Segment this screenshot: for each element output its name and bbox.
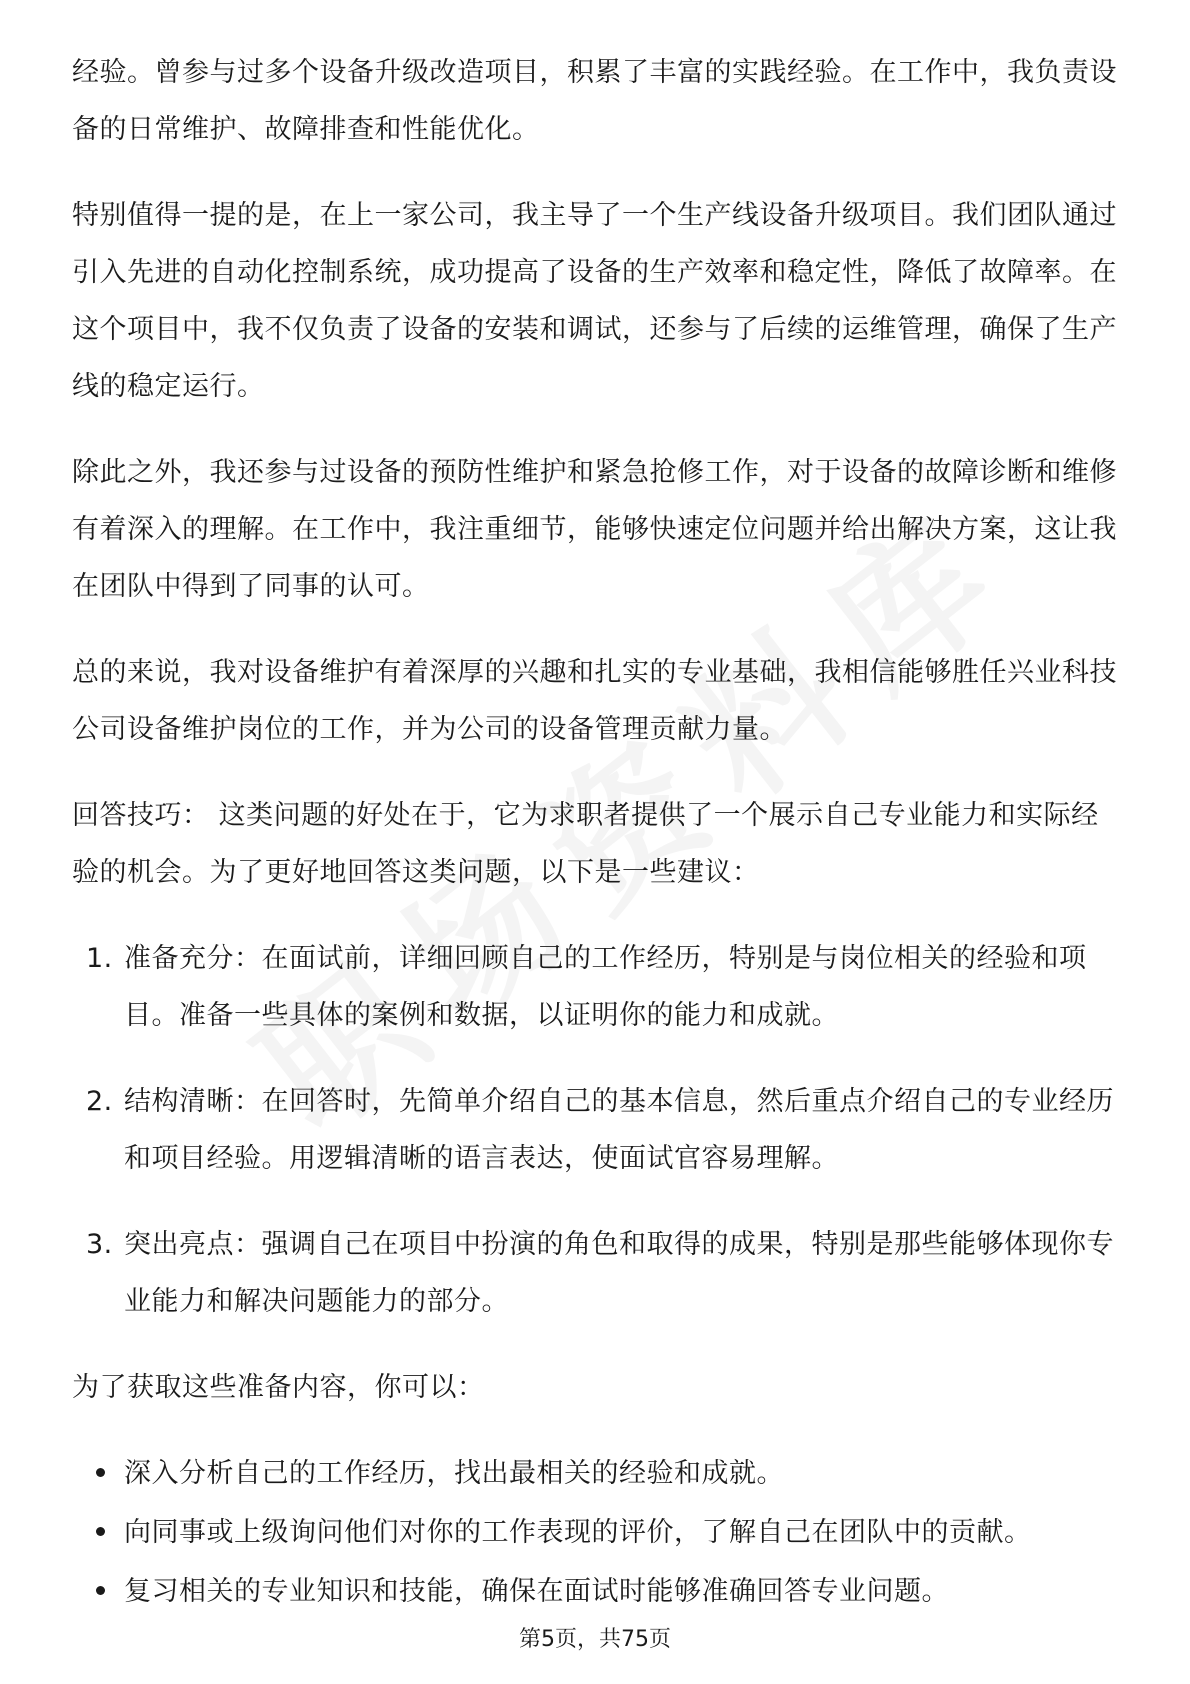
numbered-item xyxy=(72,930,1120,1044)
paragraph-summary: 总的来说，我对设备维护有着深厚的兴趣和扎实的专业基础，我相信能够胜任兴业科技公司设备维护岗位的工作，并为公司的设备管理贡献力量。 xyxy=(72,657,1117,745)
bullet-text: 深入分析自己的工作经历，找出最相关的经验和成就。 xyxy=(124,1458,784,1489)
tips-numbered-list xyxy=(72,930,1120,1330)
bullet-text: 复习相关的专业知识和技能，确保在面试时能够准确回答专业问题。 xyxy=(124,1576,949,1607)
item-number: 3. xyxy=(86,1229,113,1260)
paragraph-experience: 经验。曾参与过多个设备升级改造项目，积累了丰富的实践经验。在工作中，我负责设备的日常维护、故障排查和性能优化。 xyxy=(72,57,1117,145)
numbered-item xyxy=(72,1216,1120,1330)
item-text: 准备充分：在面试前，详细回顾自己的工作经历，特别是与岗位相关的经验和项目。准备一些具体的案例和数据，以证明你的能力和成就。 xyxy=(124,943,1087,1031)
item-number: 2. xyxy=(86,1086,113,1117)
bullet-item xyxy=(72,1563,1120,1620)
item-number: 1. xyxy=(86,943,113,974)
paragraph-project: 特别值得一提的是，在上一家公司，我主导了一个生产线设备升级项目。我们团队通过引入先进的自动化控制系统，成功提高了设备的生产效率和稳定性，降低了故障率。在这个项目中，我不仅负责了设备的安装和调试，还参与了后续的运维管理，确保了生产线的稳定运行。 xyxy=(72,200,1117,402)
bullet-item xyxy=(72,1504,1120,1561)
paragraph-maintenance: 除此之外，我还参与过设备的预防性维护和紧急抢修工作，对于设备的故障诊断和维修有着深入的理解。在工作中，我注重细节，能够快速定位问题并给出解决方案，这让我在团队中得到了同事的认可。 xyxy=(72,457,1117,602)
bullet-text: 向同事或上级询问他们对你的工作表现的评价，了解自己在团队中的贡献。 xyxy=(124,1517,1032,1548)
page-footer: 第5页，共75页 xyxy=(519,1627,671,1652)
bullet-dot-icon xyxy=(96,1586,105,1595)
numbered-item xyxy=(72,1073,1120,1187)
item-text: 结构清晰：在回答时，先简单介绍自己的基本信息，然后重点介绍自己的专业经历和项目经验。用逻辑清晰的语言表达，使面试官容易理解。 xyxy=(124,1086,1114,1174)
paragraph-tips: 回答技巧： 这类问题的好处在于，它为求职者提供了一个展示自己专业能力和实际经验的机会。为了更好地回答这类问题，以下是一些建议： xyxy=(72,800,1099,888)
paragraph-bullets-intro: 为了获取这些准备内容，你可以： xyxy=(72,1372,485,1403)
bullet-item xyxy=(72,1445,1120,1502)
bullet-dot-icon xyxy=(96,1468,105,1477)
preparation-bullet-list xyxy=(72,1445,1120,1620)
item-text: 突出亮点：强调自己在项目中扮演的角色和取得的成果，特别是那些能够体现你专业能力和解决问题能力的部分。 xyxy=(124,1229,1114,1317)
bullet-dot-icon xyxy=(96,1527,105,1536)
document-body xyxy=(72,44,1120,1622)
